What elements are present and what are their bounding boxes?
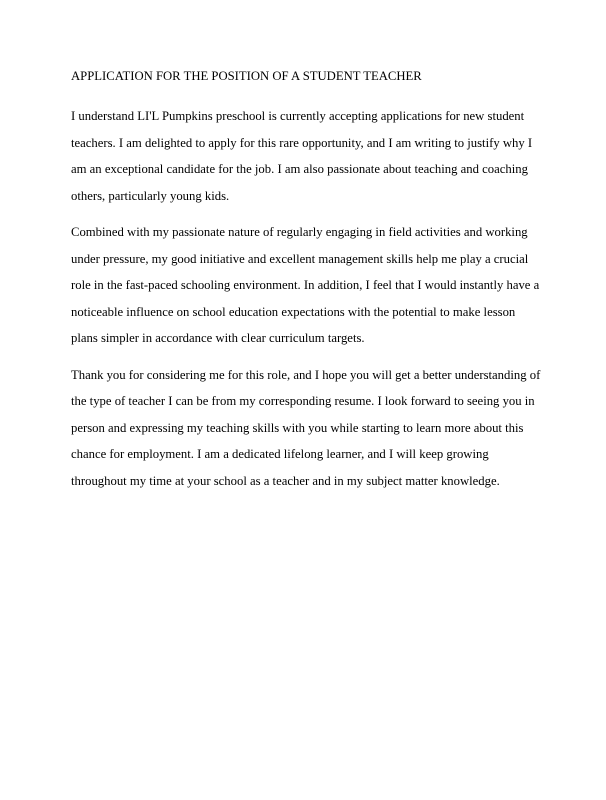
document-body [71, 66, 541, 504]
paragraph-closing: Thank you for considering me for this role, and I hope you will get a better understanding of the type of teacher I can be from my corresponding resume. I look forward to seeing you in person and expressing my teaching skills with you while starting to learn more about this chance for employment. I am a dedicated lifelong learner, and I will keep growing throughout my time at your school as a teacher and in my subject matter knowledge. [71, 367, 541, 488]
document-title: APPLICATION FOR THE POSITION OF A STUDENT TEACHER [71, 69, 422, 83]
paragraph-qualifications: Combined with my passionate nature of regularly engaging in field activities and working under pressure, my good initiative and excellent management skills help me play a crucial role in the fast-paced schooling environment. In addition, I feel that I would instantly have a noticeable influence on school education expectations with the potential to make lesson plans simpler in accordance with clear curriculum targets. [71, 225, 540, 345]
paragraph-introduction: I understand LI'L Pumpkins preschool is currently accepting applications for new student teachers. I am delighted to apply for this rare opportunity, and I am writing to justify why I am an exceptional candidate for the job. I am also passionate about teaching and coaching others, particularly young kids. [71, 109, 533, 203]
